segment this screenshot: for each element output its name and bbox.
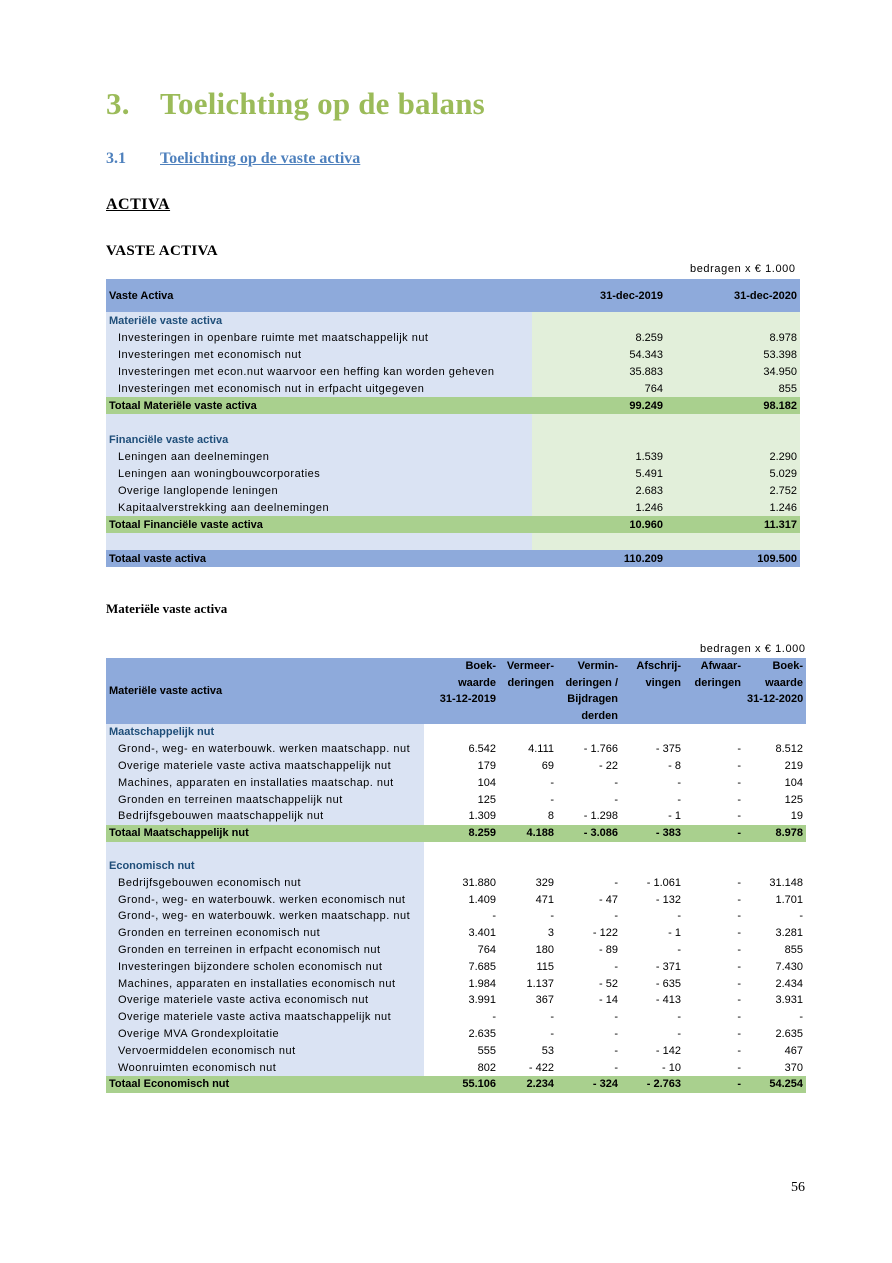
table1-unit: bedragen x € 1.000	[690, 263, 796, 275]
row-label: Overige MVA Grondexploitatie	[106, 1026, 424, 1043]
total-value: 54.254	[744, 1076, 806, 1093]
blank-cell	[532, 312, 666, 329]
row-value-2019: 2.683	[532, 482, 666, 499]
row-value: 3.991	[424, 992, 499, 1009]
row-value: 8	[499, 808, 557, 825]
header-column-text	[499, 691, 557, 708]
row-value: 2.635	[424, 1026, 499, 1043]
row-value: 2.434	[744, 975, 806, 992]
table-header-row	[106, 279, 800, 312]
blank-cell	[424, 842, 499, 858]
row-label: Bedrijfsgebouwen economisch nut	[106, 874, 424, 891]
total-label: Totaal Materiële vaste activa	[106, 397, 532, 414]
section-title-row	[106, 312, 800, 329]
total-value-2020: 98.182	[666, 397, 800, 414]
section-title: Materiële vaste activa	[106, 312, 532, 329]
header-year-2020: 31-dec-2020	[666, 279, 800, 312]
row-value: 104	[744, 774, 806, 791]
header-column-text: derden	[557, 708, 621, 725]
total-label: Totaal Economisch nut	[106, 1076, 424, 1093]
row-value: -	[557, 774, 621, 791]
blank-cell	[106, 533, 532, 550]
table-row	[106, 1042, 806, 1059]
row-value: 7.685	[424, 958, 499, 975]
row-value-2020: 2.290	[666, 448, 800, 465]
row-value: - 1	[621, 808, 684, 825]
row-value: 329	[499, 874, 557, 891]
row-value-2019: 1.246	[532, 499, 666, 516]
blank-cell	[744, 724, 806, 741]
row-label: Investeringen bijzondere scholen economisch nut	[106, 958, 424, 975]
row-label: Leningen aan woningbouwcorporaties	[106, 465, 532, 482]
row-value: 31.148	[744, 874, 806, 891]
blank-cell	[424, 858, 499, 875]
row-value: -	[621, 791, 684, 808]
row-value: -	[684, 1026, 744, 1043]
row-value: 555	[424, 1042, 499, 1059]
blank-cell	[106, 414, 532, 431]
row-value: 1.309	[424, 808, 499, 825]
row-value: - 142	[621, 1042, 684, 1059]
section-title: Economisch nut	[106, 858, 424, 875]
row-label: Investeringen in openbare ruimte met maatschappelijk nut	[106, 329, 532, 346]
row-value: -	[684, 758, 744, 775]
row-value-2020: 5.029	[666, 465, 800, 482]
total-value-2019: 10.960	[532, 516, 666, 533]
row-value: -	[684, 1059, 744, 1076]
table-row	[106, 482, 800, 499]
row-label: Leningen aan deelnemingen	[106, 448, 532, 465]
row-value: -	[621, 942, 684, 959]
row-label: Vervoermiddelen economisch nut	[106, 1042, 424, 1059]
table-row	[106, 975, 806, 992]
row-value-2019: 35.883	[532, 363, 666, 380]
row-value: 219	[744, 758, 806, 775]
header-column-text	[684, 708, 744, 725]
row-value: -	[684, 1009, 744, 1026]
row-value: - 375	[621, 741, 684, 758]
table-row	[106, 448, 800, 465]
table-row	[106, 925, 806, 942]
row-label: Investeringen met economisch nut in erfpacht uitgegeven	[106, 380, 532, 397]
table-row	[106, 908, 806, 925]
page-number: 56	[791, 1180, 805, 1195]
row-value: - 47	[557, 891, 621, 908]
row-value: 3	[499, 925, 557, 942]
row-value: -	[744, 908, 806, 925]
row-label: Grond-, weg- en waterbouwk. werken maatschapp. nut	[106, 741, 424, 758]
table-row	[106, 774, 806, 791]
header-column-text: vingen	[621, 675, 684, 692]
row-value: -	[621, 908, 684, 925]
header-label: Materiële vaste activa	[106, 658, 424, 724]
row-value: - 132	[621, 891, 684, 908]
blank-cell	[557, 858, 621, 875]
header-column-text: Vermeer-	[499, 658, 557, 675]
row-label: Machines, apparaten en installaties maatschap. nut	[106, 774, 424, 791]
row-value: - 14	[557, 992, 621, 1009]
row-value: -	[684, 891, 744, 908]
activa-label: ACTIVA	[106, 196, 171, 213]
row-value: -	[557, 908, 621, 925]
blank-cell	[666, 414, 800, 431]
row-value: 69	[499, 758, 557, 775]
header-column-text: Vermin-	[557, 658, 621, 675]
blank-cell	[557, 842, 621, 858]
row-value: -	[424, 908, 499, 925]
total-label: Totaal Maatschappelijk nut	[106, 825, 424, 842]
row-label: Investeringen met economisch nut	[106, 346, 532, 363]
blank-cell	[424, 724, 499, 741]
row-value: -	[557, 1026, 621, 1043]
total-value: -	[684, 1076, 744, 1093]
vaste-activa-table	[106, 279, 800, 567]
table-row	[106, 942, 806, 959]
chapter-heading	[106, 86, 485, 122]
row-label: Gronden en terreinen maatschappelijk nut	[106, 791, 424, 808]
row-value: -	[684, 791, 744, 808]
row-label: Woonruimten economisch nut	[106, 1059, 424, 1076]
row-value: 31.880	[424, 874, 499, 891]
total-row	[106, 1076, 806, 1093]
total-row	[106, 825, 806, 842]
row-value: - 422	[499, 1059, 557, 1076]
row-value-2020: 53.398	[666, 346, 800, 363]
row-value: -	[499, 774, 557, 791]
header-column-text: Afwaar-	[684, 658, 744, 675]
table-row	[106, 791, 806, 808]
row-value: 115	[499, 958, 557, 975]
row-value: -	[499, 908, 557, 925]
vaste-activa-label: VASTE ACTIVA	[106, 243, 218, 259]
row-label: Gronden en terreinen in erfpacht economisch nut	[106, 942, 424, 959]
table2-unit: bedragen x € 1.000	[700, 643, 806, 655]
row-value: -	[684, 992, 744, 1009]
row-value: -	[684, 808, 744, 825]
mva-title: Materiële vaste activa	[106, 601, 228, 616]
row-label: Investeringen met econ.nut waarvoor een heffing kan worden geheven	[106, 363, 532, 380]
section-title: Financiële vaste activa	[106, 431, 532, 448]
table-row	[106, 741, 806, 758]
header-column-text	[424, 708, 499, 725]
row-label: Kapitaalverstrekking aan deelnemingen	[106, 499, 532, 516]
chapter-number: 3.	[106, 86, 130, 121]
section-title: Maatschappelijk nut	[106, 724, 424, 741]
header-column-text	[744, 708, 806, 725]
row-value: - 89	[557, 942, 621, 959]
blank-row	[106, 842, 806, 858]
section-title: Toelichting op de vaste activa	[160, 150, 361, 167]
row-value: 7.430	[744, 958, 806, 975]
row-value: 53	[499, 1042, 557, 1059]
row-value: 4.111	[499, 741, 557, 758]
table-row	[106, 380, 800, 397]
header-year-2019: 31-dec-2019	[532, 279, 666, 312]
header-column-text: deringen	[684, 675, 744, 692]
row-value: -	[621, 1009, 684, 1026]
header-column-text: waarde	[744, 675, 806, 692]
row-value: 370	[744, 1059, 806, 1076]
row-value: -	[684, 874, 744, 891]
row-value: - 52	[557, 975, 621, 992]
row-value: - 371	[621, 958, 684, 975]
row-value: - 635	[621, 975, 684, 992]
grand-total-2020: 109.500	[666, 550, 800, 567]
header-column-text: Bijdragen	[557, 691, 621, 708]
row-value: -	[684, 975, 744, 992]
row-value: -	[499, 791, 557, 808]
header-column-text: Boek-	[424, 658, 499, 675]
row-value: 3.401	[424, 925, 499, 942]
row-value: 19	[744, 808, 806, 825]
total-row	[106, 516, 800, 533]
table-row	[106, 992, 806, 1009]
total-value: 8.978	[744, 825, 806, 842]
row-value: 1.701	[744, 891, 806, 908]
header-column-text	[684, 691, 744, 708]
row-value: -	[424, 1009, 499, 1026]
table-row	[106, 891, 806, 908]
table-row	[106, 874, 806, 891]
section-number: 3.1	[106, 150, 126, 167]
table-row	[106, 808, 806, 825]
blank-cell	[532, 533, 666, 550]
table-row	[106, 346, 800, 363]
header-column-text	[499, 708, 557, 725]
row-label: Overige langlopende leningen	[106, 482, 532, 499]
header-label: Vaste Activa	[106, 279, 532, 312]
row-value: -	[684, 942, 744, 959]
row-value: -	[684, 774, 744, 791]
row-label: Overige materiele vaste activa maatschappelijk nut	[106, 758, 424, 775]
blank-cell	[499, 858, 557, 875]
table-row	[106, 329, 800, 346]
row-value-2020: 34.950	[666, 363, 800, 380]
row-value: -	[684, 958, 744, 975]
row-value: 367	[499, 992, 557, 1009]
section-title-row	[106, 724, 806, 741]
grand-total-label: Totaal vaste activa	[106, 550, 532, 567]
grand-total-2019: 110.209	[532, 550, 666, 567]
row-value: - 10	[621, 1059, 684, 1076]
row-value: -	[557, 1042, 621, 1059]
blank-row	[106, 533, 800, 550]
row-label: Grond-, weg- en waterbouwk. werken maatschapp. nut	[106, 908, 424, 925]
row-value: -	[684, 1042, 744, 1059]
total-value: - 383	[621, 825, 684, 842]
table-header-row	[106, 658, 806, 675]
row-label: Grond-, weg- en waterbouwk. werken economisch nut	[106, 891, 424, 908]
row-value: 1.409	[424, 891, 499, 908]
blank-cell	[106, 842, 424, 858]
row-value: 3.931	[744, 992, 806, 1009]
row-value: -	[684, 908, 744, 925]
row-value: -	[557, 791, 621, 808]
section-title-row	[106, 431, 800, 448]
row-value-2019: 5.491	[532, 465, 666, 482]
row-value: - 1.766	[557, 741, 621, 758]
row-value: 8.512	[744, 741, 806, 758]
row-value: 471	[499, 891, 557, 908]
row-value: -	[557, 1059, 621, 1076]
chapter-title: Toelichting op de balans	[160, 86, 485, 121]
blank-cell	[621, 724, 684, 741]
row-value: 6.542	[424, 741, 499, 758]
blank-cell	[621, 842, 684, 858]
row-value: 855	[744, 942, 806, 959]
total-label: Totaal Financiële vaste activa	[106, 516, 532, 533]
table-row	[106, 1009, 806, 1026]
total-value: 8.259	[424, 825, 499, 842]
blank-cell	[744, 842, 806, 858]
row-value: 104	[424, 774, 499, 791]
header-column-text: Boek-	[744, 658, 806, 675]
row-value: - 22	[557, 758, 621, 775]
row-value: -	[499, 1009, 557, 1026]
header-column-text: 31-12-2020	[744, 691, 806, 708]
total-value: -	[684, 825, 744, 842]
header-column-text: deringen /	[557, 675, 621, 692]
total-value: 2.234	[499, 1076, 557, 1093]
row-value: 1.137	[499, 975, 557, 992]
mva-table	[106, 658, 806, 1093]
blank-cell	[744, 858, 806, 875]
total-value: - 324	[557, 1076, 621, 1093]
row-value-2019: 8.259	[532, 329, 666, 346]
row-value: 2.635	[744, 1026, 806, 1043]
blank-cell	[666, 533, 800, 550]
total-row	[106, 397, 800, 414]
blank-cell	[684, 858, 744, 875]
table-row	[106, 1026, 806, 1043]
blank-cell	[499, 724, 557, 741]
row-value: 180	[499, 942, 557, 959]
row-value: 125	[424, 791, 499, 808]
blank-row	[106, 414, 800, 431]
row-value-2019: 54.343	[532, 346, 666, 363]
row-value: - 413	[621, 992, 684, 1009]
row-value: - 1	[621, 925, 684, 942]
blank-cell	[621, 858, 684, 875]
row-value: - 1.061	[621, 874, 684, 891]
total-value-2020: 11.317	[666, 516, 800, 533]
blank-cell	[499, 842, 557, 858]
row-value: -	[499, 1026, 557, 1043]
header-column-text	[621, 691, 684, 708]
header-column-text: 31-12-2019	[424, 691, 499, 708]
total-value: - 2.763	[621, 1076, 684, 1093]
header-column-text: waarde	[424, 675, 499, 692]
total-value: 55.106	[424, 1076, 499, 1093]
row-value: 125	[744, 791, 806, 808]
row-value: -	[557, 874, 621, 891]
table-row	[106, 465, 800, 482]
row-value: 802	[424, 1059, 499, 1076]
row-value: 3.281	[744, 925, 806, 942]
blank-cell	[684, 842, 744, 858]
blank-cell	[557, 724, 621, 741]
table-row	[106, 758, 806, 775]
row-value: 179	[424, 758, 499, 775]
row-value: - 1.298	[557, 808, 621, 825]
table-row	[106, 958, 806, 975]
grand-total-row	[106, 550, 800, 567]
blank-cell	[666, 431, 800, 448]
blank-cell	[532, 431, 666, 448]
blank-cell	[666, 312, 800, 329]
row-value-2020: 1.246	[666, 499, 800, 516]
row-value: -	[621, 1026, 684, 1043]
row-value: -	[621, 774, 684, 791]
row-value: -	[744, 1009, 806, 1026]
header-column-text	[621, 708, 684, 725]
total-value-2019: 99.249	[532, 397, 666, 414]
blank-cell	[532, 414, 666, 431]
row-label: Overige materiele vaste activa economisch nut	[106, 992, 424, 1009]
row-value: - 122	[557, 925, 621, 942]
header-column-text: Afschrij-	[621, 658, 684, 675]
row-label: Machines, apparaten en installaties economisch nut	[106, 975, 424, 992]
row-label: Overige materiele vaste activa maatschappelijk nut	[106, 1009, 424, 1026]
row-label: Gronden en terreinen economisch nut	[106, 925, 424, 942]
header-column-text: deringen	[499, 675, 557, 692]
row-value-2019: 764	[532, 380, 666, 397]
total-value: - 3.086	[557, 825, 621, 842]
row-value: -	[557, 958, 621, 975]
row-value: -	[557, 1009, 621, 1026]
table-row	[106, 363, 800, 380]
row-value: - 8	[621, 758, 684, 775]
row-value: 1.984	[424, 975, 499, 992]
row-value: 764	[424, 942, 499, 959]
section-heading	[106, 150, 360, 168]
row-value: 467	[744, 1042, 806, 1059]
row-label: Bedrijfsgebouwen maatschappelijk nut	[106, 808, 424, 825]
section-title-row	[106, 858, 806, 875]
total-value: 4.188	[499, 825, 557, 842]
row-value: -	[684, 741, 744, 758]
blank-cell	[684, 724, 744, 741]
row-value-2020: 2.752	[666, 482, 800, 499]
row-value-2020: 855	[666, 380, 800, 397]
table-row	[106, 1059, 806, 1076]
row-value-2020: 8.978	[666, 329, 800, 346]
row-value: -	[684, 925, 744, 942]
row-value-2019: 1.539	[532, 448, 666, 465]
table-row	[106, 499, 800, 516]
